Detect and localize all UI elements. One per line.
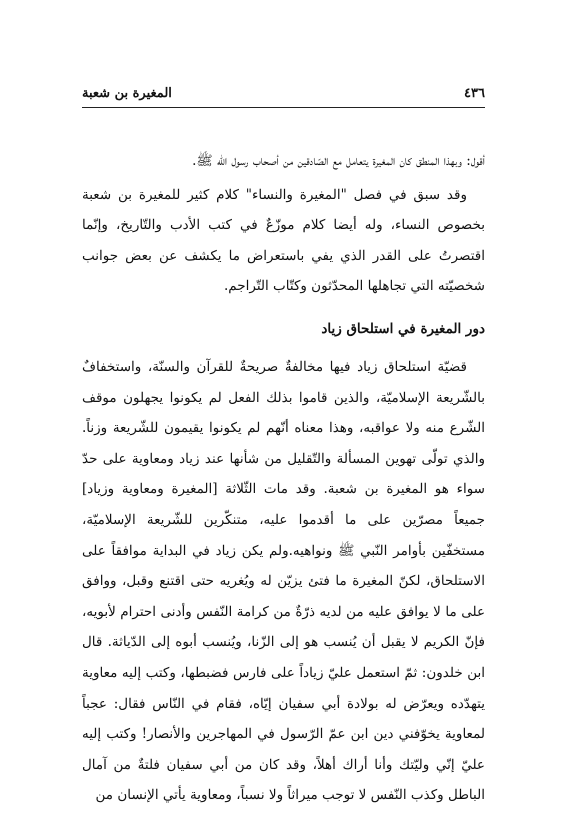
running-header xyxy=(82,86,485,108)
paragraph-previous-chapter: وقد سبق في فصل "المغيرة والنساء" كلام كثير للمغيرة بن شعبة بخصوص النساء، وله أيضا كلام موزّعٌ في كتب الأدب والتّاريخ، وإنّما اقتصرتُ على القدر الذي يفي باستعراض ما يكشف عن بعض جوانب شخصيّته التي تجاهلها المحدّثون وكتّاب التّراجم. xyxy=(82,186,485,295)
running-title: المغيرة بن شعبة xyxy=(82,86,172,101)
paragraph-intro: أقول: وبهذا المنطق كان المغيرة يتعامل مع الصّادقين من أصحاب رسول الله ﷺ. xyxy=(192,153,485,169)
section-heading: دور المغيرة في استلحاق زياد xyxy=(321,320,485,337)
page-body xyxy=(82,146,485,811)
paragraph-ziyad-adoption: قضيّة استلحاق زياد فيها مخالفةٌ صريحةٌ للقرآن والسنّة، واستخفافٌ بالشّريعة الإسلاميّة، والذين قاموا بذلك الفعل لم يكونوا يجهلون موقف الشّرع منه ولا عواقبه، وهذا معناه أنّهم لم يكونوا يقيمون للشّريعة وزناً. والذي تولّى تهوين المسألة والتّقليل من شأنها عند زياد ومعاوية على حدّ سواء هو المغيرة بن شعبة. وقد مات الثّلاثة [المغيرة ومعاوية وزياد] جميعاً مصرّين على ما أقدموا عليه، متنكّرين للشّريعة الإسلاميّة، مستخفّين بأوامر النّبي ﷺ ونواهيه.ولم يكن زياد في البداية موافقاً على الاستلحاق، لكنّ المغيرة ما فتئ يزيّن له ويُغريه حتى اقتنع وقبل، ووافق على ما لا يوافق عليه من لديه ذرّةٌ من كرامة النّفس وأدنى احترام لأبويه، فإنّ الكريم لا يقبل أن يُنسب هو إلى الزّنا، ويُنسب أبوه إلى الدّياثة. قال ابن خلدون: ثمّ استعمل عليّ زياداً على فارس فضبطها، وكتب إليه معاوية يتهدّده ويعرّض له بولادة أبي سفيان إيّاه، فقام في النّاس فقال: عجباً لمعاوية يخوّفني دين ابن عمّ الرّسول في المهاجرين والأنصار! وكتب إليه عليّ إنّي وليّتك وأنا أراك أهلاً، وقد كان من أبي سفيان فلتةٌ من آمال الباطل وكذب النّفس لا توجب ميراثاً ولا نسباً، ومعاوية يأتي الإنسان من xyxy=(82,358,485,804)
page-number: ٤٣٦ xyxy=(464,86,485,101)
